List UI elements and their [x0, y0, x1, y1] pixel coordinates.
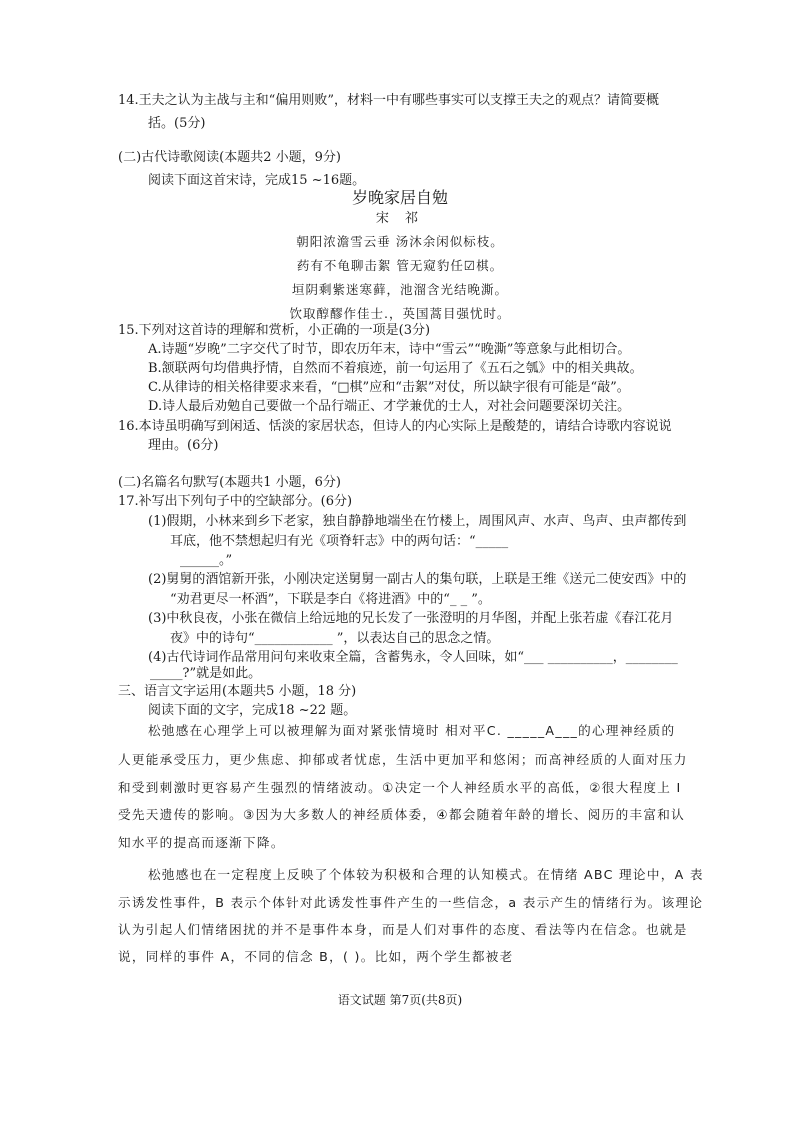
section-language-header: 三、语言文字运用(本题共5 小题，18 分)	[118, 684, 357, 699]
q16-line2: 理由。(6分)	[148, 438, 219, 453]
passage-line: 认为引起人们情绪困扰的并不是事件本身，而是人们对事件的态度、看法等内在信念。也就是	[118, 922, 688, 937]
poem-line: 垣阴剩紫迷寒藓，池溜含光结晚澌。	[291, 282, 508, 297]
q17-stem: 17.补写出下列句子中的空缺部分。(6分)	[118, 494, 353, 509]
q17-item4-line2: _____?”就是如此。	[150, 666, 262, 681]
poem-author: 宋 祁	[375, 211, 425, 226]
q17-item4-line1: (4)古代诗词作品常用问句来收束全篇，含蓄隽永，令人回味，如“___ __________，________	[148, 650, 678, 665]
poem-line: 朝阳浓澹雪云垂 汤沐余闲似标枝。	[296, 234, 504, 249]
q17-item2-line2: “劝君更尽一杯酒”，下联是李白《将进酒》中的“_ _ ”。	[170, 592, 491, 607]
q17-item3-line1: (3)中秋良夜，小张在微信上给远地的兄长发了一张澄明的月华图，并配上张若虚《春江花月	[148, 611, 674, 626]
poem-title: 岁晚家居自勉	[351, 188, 448, 207]
q17-item1-line2: 耳底，他不禁想起归有光《项脊轩志》中的两句话：“_____	[170, 534, 509, 549]
q14-line2: 括。(5分)	[148, 116, 206, 131]
passage-line: 和受到刺激时更容易产生强烈的情绪波动。①决定一个人神经质水平的高低，②很大程度上 I	[118, 780, 682, 795]
q14-line1: 14.王夫之认为主战与主和“偏用则败”，材料一中有哪些事实可以支撑王夫之的观点？请简要概	[118, 93, 659, 108]
q17-item1-line1: (1)假期，小林来到乡下老家，独自静静地端坐在竹楼上，周围风声、水声、鸟声、虫声都传到	[148, 514, 687, 529]
passage-line: 人更能承受压力，更少焦虑、抑郁或者忧虑，生活中更加平和悠闲；而高神经质的人面对压力	[118, 752, 688, 767]
poem-line: 药有不龟聊击絮 管无窥豹任☑棋。	[296, 258, 504, 273]
section-poetry-header: (二)古代诗歌阅读(本题共2 小题，9分)	[118, 150, 341, 165]
page-footer: 语文试题 第7页(共8页)	[337, 993, 463, 1007]
q15-option-b: B.颔联两句均借典抒情，自然而不着痕迹，前一句运用了《五石之瓠》中的相关典故。	[148, 361, 643, 376]
q15-stem: 15.下列对这首诗的理解和赏析，小正确的一项是(3分)	[118, 323, 431, 338]
language-instruction: 阅读下面的文字，完成18 ~22 题。	[148, 703, 357, 718]
section-recite-header: (二)名篇名句默写(本题共1 小题，6分)	[118, 475, 341, 490]
q15-option-d: D.诗人最后劝勉自己要做一个品行端正、才学兼优的士人，对社会问题要深切关注。	[148, 399, 631, 414]
poem-line: 饮取醇醪作佳士.，英国蒿目强忧时。	[289, 306, 511, 321]
q17-item3-line2: 夜》中的诗句“____________ ”，以表达自己的思念之情。	[170, 631, 500, 646]
passage-line: 松弛感在心理学上可以被理解为面对紧张情境时 相对平C. _____A___的心理神经质的	[148, 723, 676, 738]
q15-option-c: C.从律诗的相关格律要求来看，“□棋”应和“击絮”对仗，所以缺字很有可能是“敲”。	[148, 380, 630, 395]
q15-option-a: A.诗题“岁晚”二字交代了时节，即农历年末，诗中“雪云”“晚澌”等意象与此相切合。	[148, 342, 631, 357]
q16-line1: 16.本诗虽明确写到闲适、恬淡的家居状态，但诗人的内心实际上是酸楚的，请结合诗歌内容说说	[118, 419, 672, 434]
q17-item2-line1: (2)舅舅的酒馆新开张，小刚决定送舅舅一副古人的集句联，上联是王维《送元二使安西》中的	[148, 572, 687, 587]
passage-line: 示诱发性事件，B 表示个体针对此诱发性事件产生的一些信念，a 表示产生的情绪行为。该理论	[118, 895, 704, 910]
passage-line: 受先天遗传的影响。③因为大多数人的神经质体委，④都会随着年龄的增长、阅历的丰富和认	[118, 807, 686, 822]
passage-line: 知水平的提高而逐渐下降。	[118, 835, 285, 850]
passage-line: 松弛感也在一定程度上反映了个体较为积极和合理的认知模式。在情绪 ABC 理论中，A 表	[148, 867, 704, 882]
passage-line: 说，同样的事件 A，不同的信念 B，( )。比如，两个学生都被老	[118, 949, 514, 964]
q17-item1-line3: ______。”	[180, 553, 233, 568]
poetry-instruction: 阅读下面这首宋诗，完成15 ~16题。	[148, 173, 366, 188]
